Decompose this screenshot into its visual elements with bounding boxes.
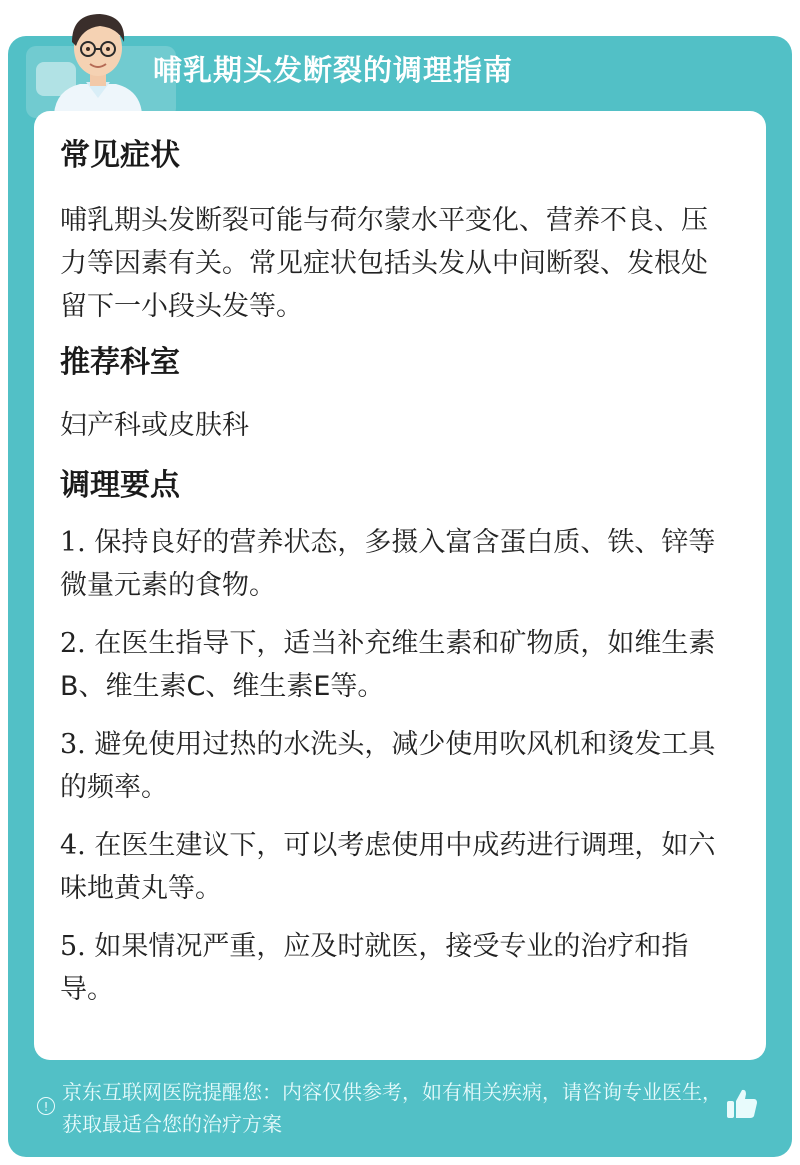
list-item-text: 在医生建议下，可以考虑使用中成药进行调理，如六味地黄丸等。 xyxy=(60,830,716,904)
list-item-text: 在医生指导下，适当补充维生素和矿物质，如维生素B、维生素C、维生素E等。 xyxy=(60,628,716,702)
info-icon: ! xyxy=(37,1097,55,1115)
department-text: 妇产科或皮肤科 xyxy=(60,410,249,441)
list-item-text: 避免使用过热的水洗头，减少使用吹风机和烫发工具的频率。 xyxy=(60,729,716,803)
symptoms-heading: 常见症状 xyxy=(60,138,180,173)
list-item xyxy=(60,723,730,809)
symptoms-text: 哺乳期头发断裂可能与荷尔蒙水平变化、营养不良、压力等因素有关。常见症状包括头发从中间断裂、发根处留下一小段头发等。 xyxy=(60,205,708,322)
list-item xyxy=(60,824,730,910)
thumbs-up-icon[interactable] xyxy=(724,1086,760,1122)
list-item-number: 2. xyxy=(60,628,86,659)
page-title: 哺乳期头发断裂的调理指南 xyxy=(153,53,514,87)
content-body xyxy=(60,133,730,1026)
list-item-number: 3. xyxy=(60,729,86,760)
list-item-number: 4. xyxy=(60,830,86,861)
list-item xyxy=(60,622,730,708)
list-item xyxy=(60,925,730,1011)
list-item-number: 5. xyxy=(60,931,86,962)
list-item-number: 1. xyxy=(60,527,86,558)
care-list xyxy=(60,521,730,1011)
care-heading: 调理要点 xyxy=(60,468,180,503)
list-item xyxy=(60,521,730,607)
list-item-text: 保持良好的营养状态，多摄入富含蛋白质、铁、锌等微量元素的食物。 xyxy=(60,527,716,601)
department-heading: 推荐科室 xyxy=(60,345,180,380)
list-item-text: 如果情况严重，应及时就医，接受专业的治疗和指导。 xyxy=(60,931,689,1005)
footer-disclaimer: 京东互联网医院提醒您：内容仅供参考，如有相关疾病，请咨询专业医生，获取最适合您的治疗方案 xyxy=(62,1080,722,1136)
doctor-avatar xyxy=(46,2,150,114)
